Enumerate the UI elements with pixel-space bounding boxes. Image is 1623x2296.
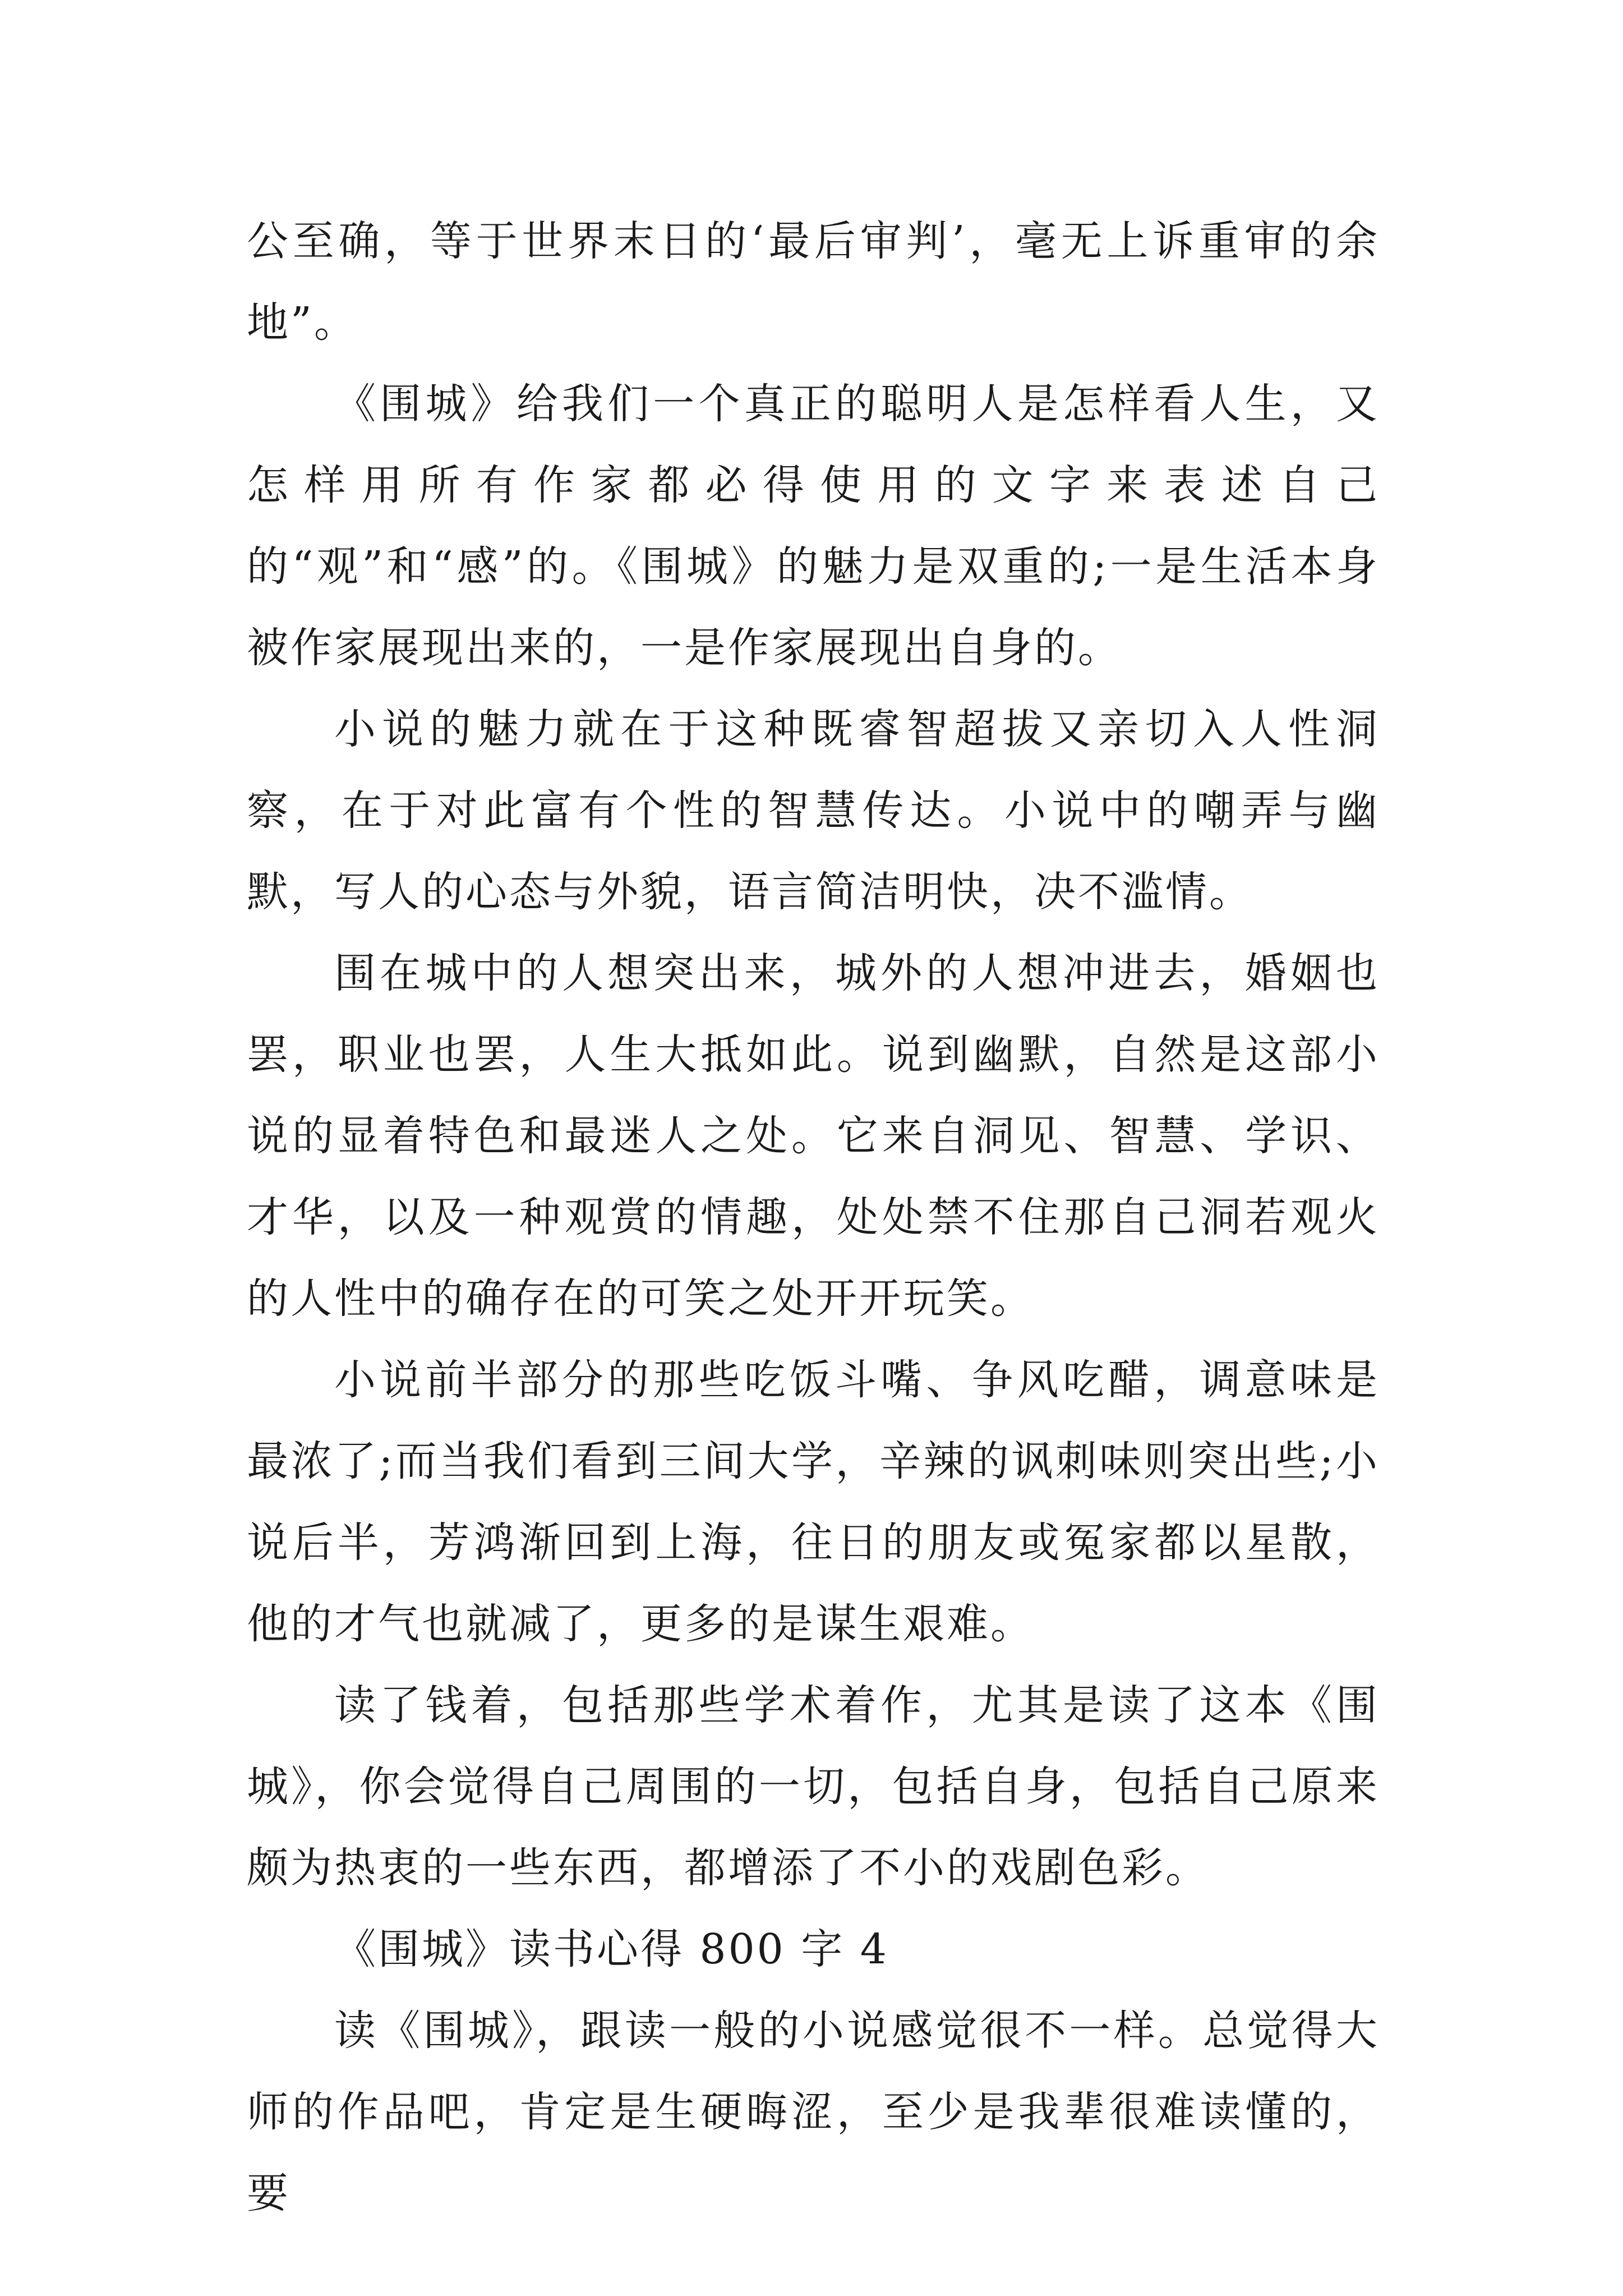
paragraph: 围在城中的人想突出来，城外的人想冲进去，婚姻也罢，职业也罢，人生大抵如此。说到幽默，自然是这部小说的显着特色和最迷人之处。它来自洞见、智慧、学识、才华，以及一种观赏的情趣，处处禁不住那自己洞若观火的人性中的确存在的可笑之处开开玩笑。 — [247, 949, 1380, 1323]
paragraph: 《围城》给我们一个真正的聪明人是怎样看人生，又怎样用所有作家都必得使用的文字来表述自己的“观”和“感”的。《围城》的魅力是双重的;一是生活本身被作家展现出来的，一是作家展现出自身的。 — [247, 380, 1380, 672]
paragraph: 读了钱着，包括那些学术着作，尤其是读了这本《围城》，你会觉得自己周围的一切，包括自身，包括自己原来颇为热衷的一些东西，都增添了不小的戏剧色彩。 — [247, 1681, 1380, 1892]
paragraph-continuation: 公至确，等于世界末日的‘最后审判’，毫无上诉重审的余地”。 — [247, 217, 1380, 347]
paragraph: 小说前半部分的那些吃饭斗嘴、争风吃醋，调意味是最浓了;而当我们看到三间大学，辛辣的讽刺味则突出些;小说后半，芳鸿渐回到上海，往日的朋友或冤家都以星散，他的才气也就减了，更多的是谋生艰难。 — [247, 1356, 1380, 1648]
paragraph: 小说的魅力就在于这种既睿智超拔又亲切入人性洞察，在于对此富有个性的智慧传达。小说中的嘲弄与幽默，写人的心态与外貌，语言简洁明快，决不滥情。 — [247, 705, 1380, 916]
section-heading: 《围城》读书心得 800 字 4 — [334, 1925, 889, 1973]
paragraph: 读《围城》，跟读一般的小说感觉很不一样。总觉得大师的作品吧，肯定是生硬晦涩，至少是我辈很难读懂的，要 — [247, 2007, 1380, 2217]
document-body — [247, 201, 1380, 2234]
